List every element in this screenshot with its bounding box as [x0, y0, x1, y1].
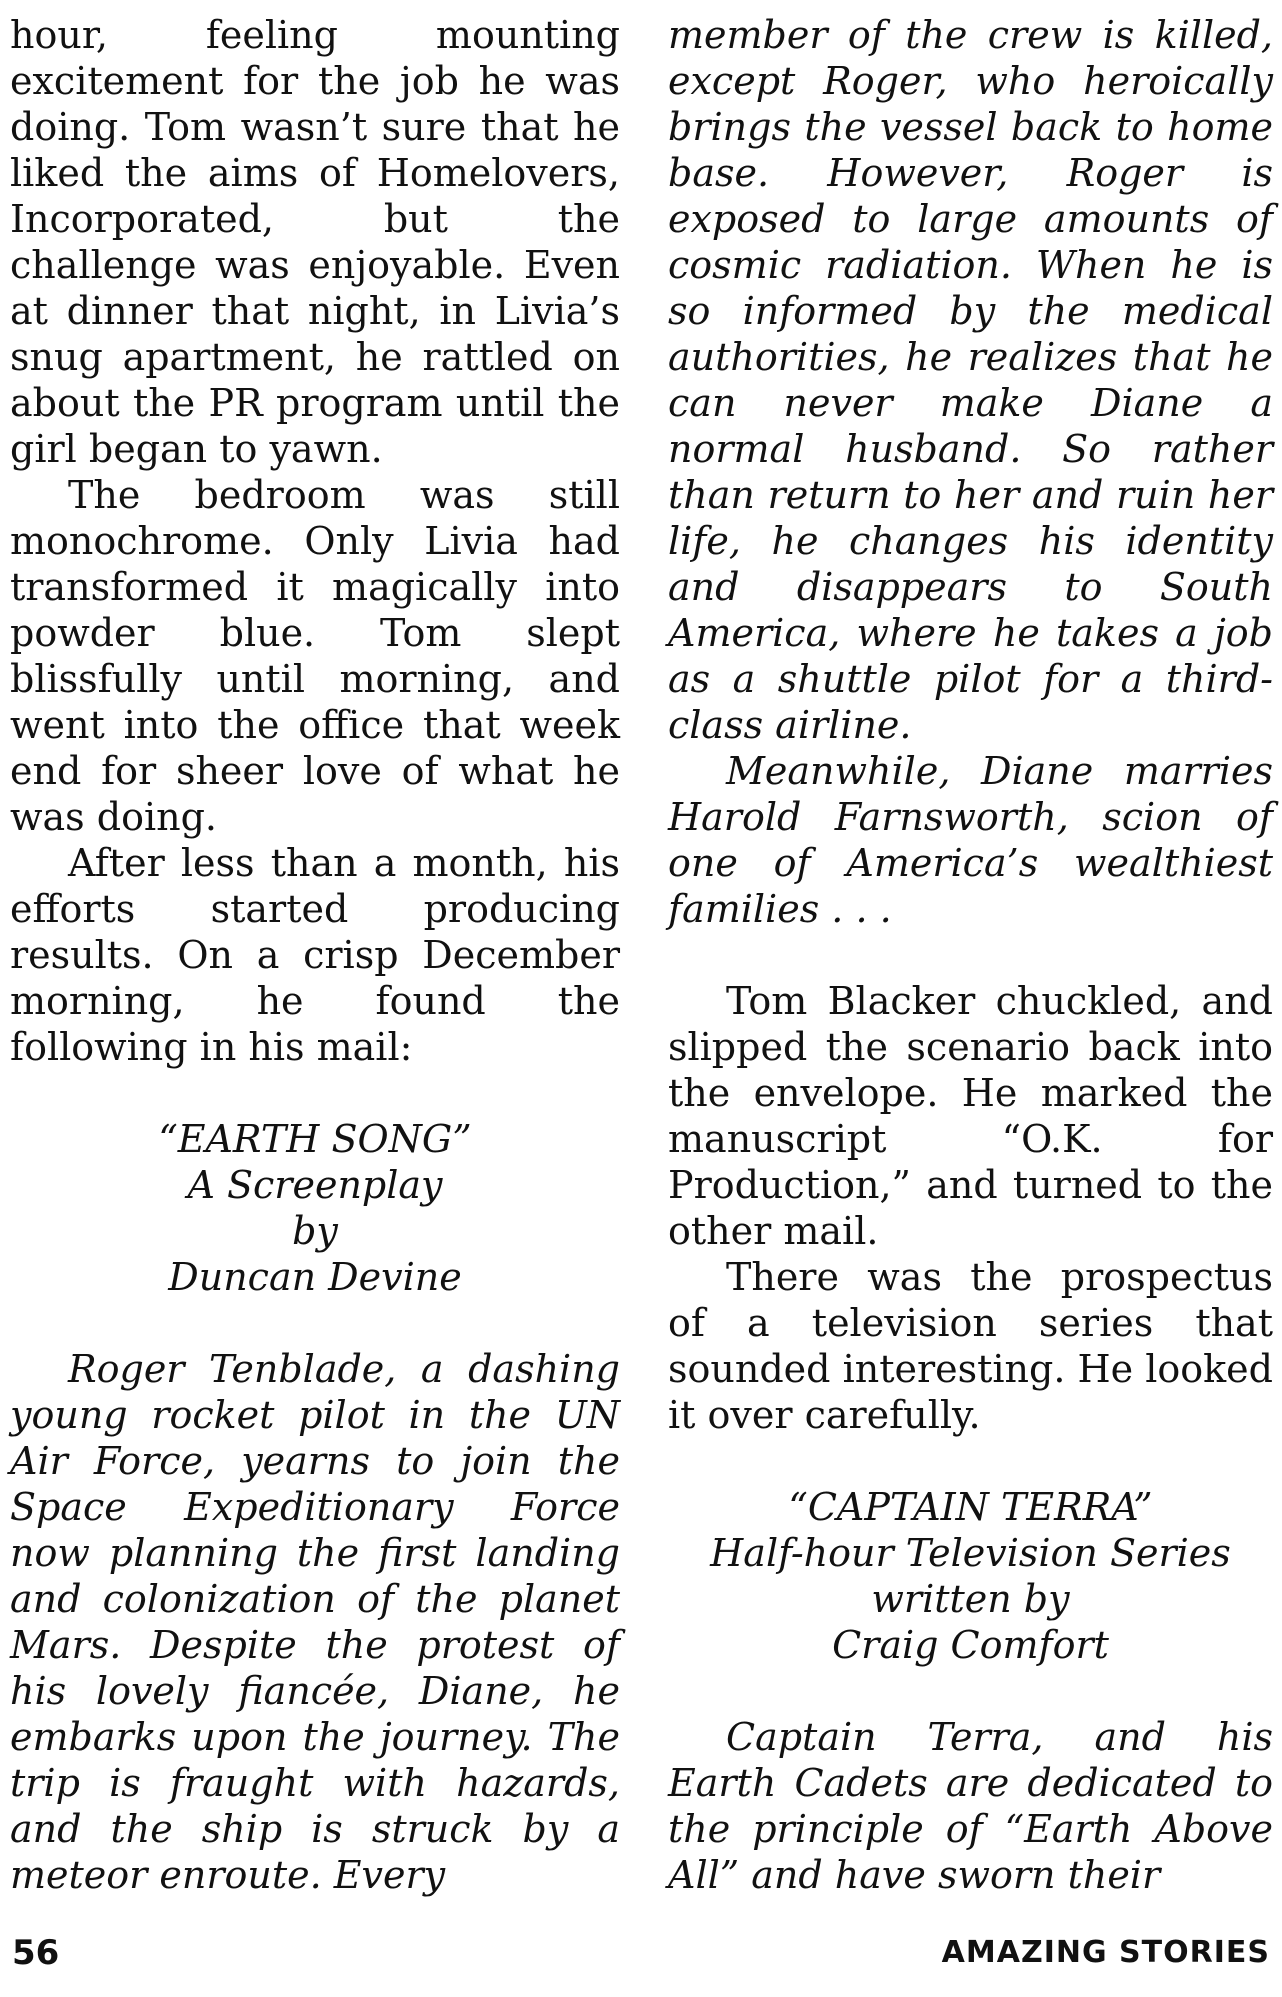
synopsis-paragraph: member of the crew is killed, except Roger, who heroically brings the vessel back to home base. However, Roger is exposed to large amounts of cosmic radiation. When he is so informed by the medical authorities, he realizes that he can never make Diane a normal husband. So rather than return to her and ruin her life, he changes his identity and disappears to South America, where he takes a job as a shuttle pilot for a third-class airline. [668, 13, 1273, 747]
synopsis-paragraph: Meanwhile, Diane marries Harold Farnsworth, scion of one of America’s wealthiest families . . . [668, 749, 1273, 931]
running-footer: AMAZING STORIES [941, 1935, 1270, 1970]
paragraph: Tom Blacker chuckled, and slipped the scenario back into the envelope. He marked the manuscript “O.K. for Production,” and turned to the other mail. [668, 979, 1273, 1253]
paragraph: hour, feeling mounting excitement for the job he was doing. Tom wasn’t sure that he liked the aims of Homelovers, Incorporated, but the challenge was enjoyable. Even at dinner that night, in Livia’s snug apartment, he rattled on about the PR program until the girl began to yawn. [10, 13, 620, 471]
series-subtitle: Half-hour Television Series [710, 1531, 1231, 1575]
page-number: 56 [12, 1933, 60, 1973]
screenplay-author: Duncan Devine [168, 1255, 462, 1299]
screenplay-title: “EARTH SONG” [158, 1117, 472, 1161]
series-byline: written by [871, 1577, 1070, 1621]
synopsis-paragraph: Captain Terra, and his Earth Cadets are dedicated to the principle of “Earth Above All” and have sworn their [668, 1715, 1273, 1897]
screenplay-subtitle: A Screenplay [187, 1163, 443, 1207]
left-column [10, 12, 620, 1898]
right-column [668, 12, 1273, 1898]
synopsis-paragraph: Roger Tenblade, a dashing young rocket pilot in the UN Air Force, yearns to join the Space Expeditionary Force now planning the first landing and colonization of the planet Mars. Despite the protest of his lovely fiancée, Diane, he embarks upon the journey. The trip is fraught with hazards, and the ship is struck by a meteor enroute. Every [10, 1347, 620, 1897]
series-title: “CAPTAIN TERRA” [788, 1485, 1153, 1529]
paragraph: There was the prospectus of a television series that sounded interesting. He looked it over carefully. [668, 1255, 1273, 1437]
paragraph: After less than a month, his efforts started producing results. On a crisp December morning, he found the following in his mail: [10, 841, 620, 1069]
paragraph: The bedroom was still monochrome. Only Livia had transformed it magically into powder blue. Tom slept blissfully until morning, and went into the office that week end for sheer love of what he was doing. [10, 473, 620, 839]
screenplay-byline: by [292, 1209, 338, 1253]
series-author: Craig Comfort [832, 1623, 1109, 1667]
